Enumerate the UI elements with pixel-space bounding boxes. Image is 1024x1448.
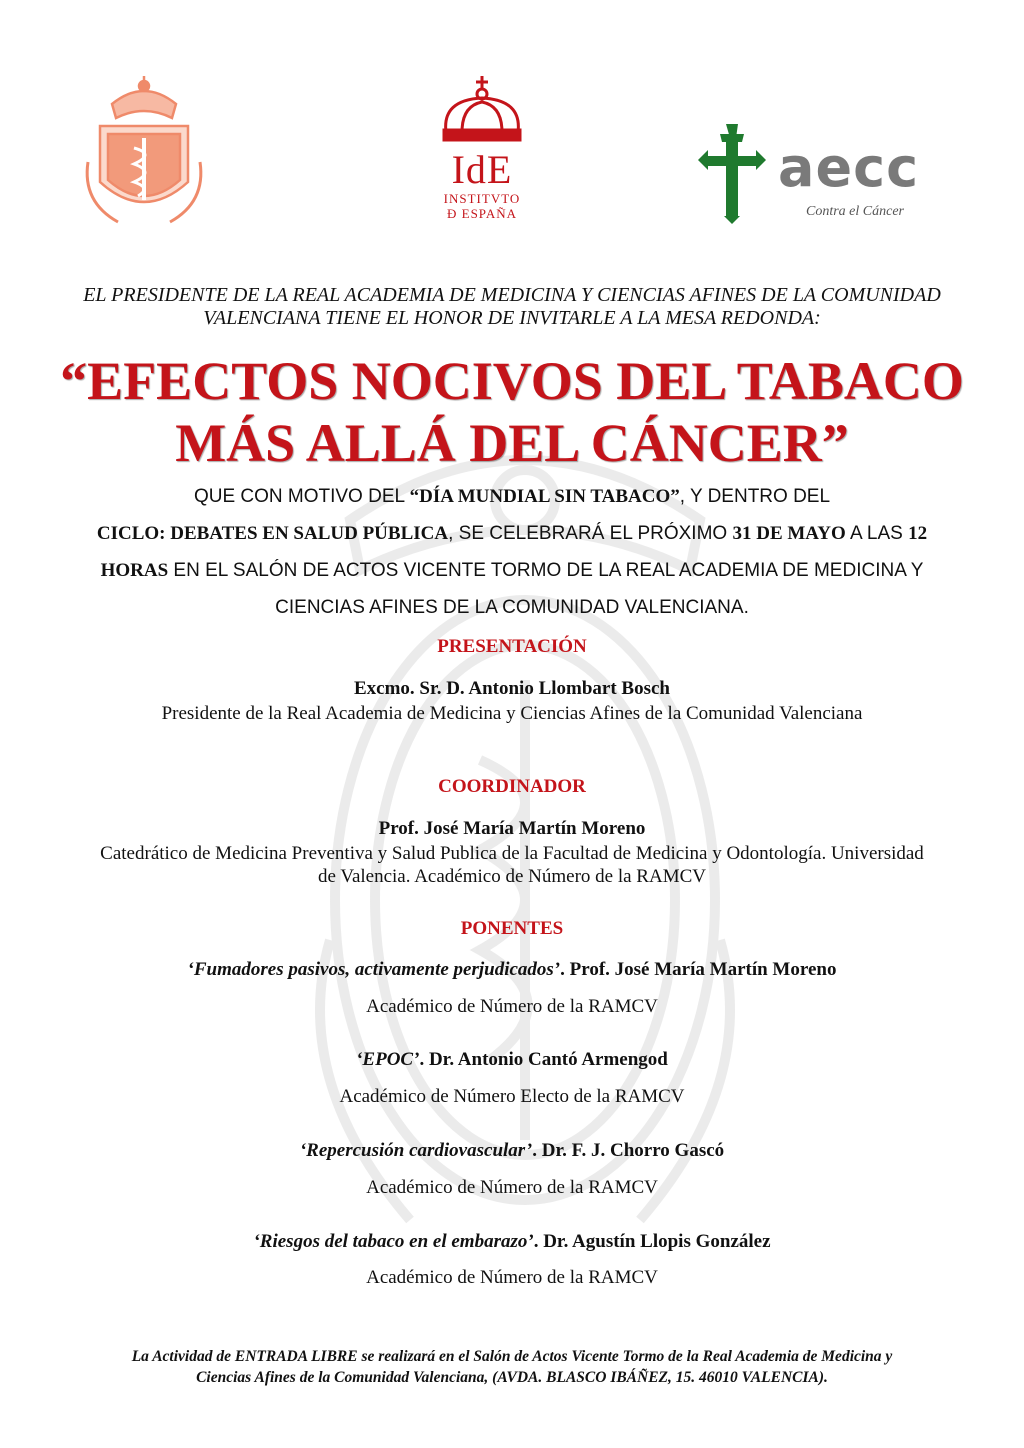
ponente-role-1: Académico de Número de la RAMCV	[366, 996, 658, 1017]
description-line-3	[50, 552, 974, 589]
event-title-line-1: “EFECTOS NOCIVOS DEL TABACO	[60, 351, 964, 411]
desc-bold: CICLO: DEBATES EN SALUD PÚBLICA	[96, 523, 449, 544]
intro-line-1: EL PRESIDENTE DE LA REAL ACADEMIA DE MEDICINA Y CIENCIAS AFINES DE LA COMUNIDAD	[83, 284, 941, 306]
talk-title: ‘EPOC’	[356, 1049, 420, 1070]
presentacion-heading: PRESENTACIÓN	[437, 636, 587, 657]
desc-text: , Y DENTRO DEL	[679, 486, 831, 507]
event-title	[40, 350, 984, 474]
ide-line1: INSTITVTO	[443, 191, 521, 206]
presentacion-name: Excmo. Sr. D. Antonio Llombart Bosch	[354, 678, 670, 699]
coordinador-name: Prof. José María Martín Moreno	[378, 818, 646, 839]
ide-line2: Ð ESPAÑA	[446, 206, 517, 221]
instituto-espana-logo	[432, 74, 532, 234]
intro-text	[50, 284, 974, 330]
speaker-name: . Dr. Antonio Cantó Armengod	[419, 1049, 668, 1070]
footer-note	[60, 1346, 964, 1388]
desc-bold: “DÍA MUNDIAL SIN TABACO”	[409, 486, 680, 507]
talk-title: ‘Fumadores pasivos, activamente perjudicados’	[187, 959, 561, 980]
desc-text: , SE CELEBRARÁ EL PRÓXIMO	[448, 523, 733, 544]
intro-line-2: VALENCIANA TIENE EL HONOR DE INVITARLE A LA MESA REDONDA:	[203, 307, 821, 329]
talk-title: ‘Repercusión cardiovascular’	[299, 1140, 533, 1161]
footer-line-1: La Actividad de ENTRADA LIBRE se realizará en el Salón de Actos Vicente Tormo de la Real Academia de Medicina y	[131, 1348, 893, 1365]
aecc-tagline: Contra el Cáncer	[806, 204, 904, 219]
desc-bold: HORAS	[100, 560, 169, 581]
ponente-role-3: Académico de Número de la RAMCV	[366, 1177, 658, 1198]
ide-monogram: IdE	[451, 147, 513, 192]
ponente-role-2: Académico de Número Electo de la RAMCV	[339, 1086, 685, 1107]
coordinador-role-line-2: de Valencia. Académico de Número de la RAMCV	[318, 866, 706, 887]
ponente-talk-3	[0, 1140, 1024, 1162]
footer-line-2: Ciencias Afines de la Comunidad Valenciana, (AVDA. BLASCO IBÁÑEZ, 15. 46010 VALENCIA).	[196, 1369, 828, 1386]
coordinador-role	[40, 842, 984, 888]
description-line-1	[50, 478, 974, 515]
desc-text: EN EL SALÓN DE ACTOS VICENTE TORMO DE LA REAL ACADEMIA DE MEDICINA Y	[168, 560, 924, 581]
academia-medicina-logo	[78, 72, 210, 230]
presentacion-role: Presidente de la Real Academia de Medicina y Ciencias Afines de la Comunidad Valenciana	[161, 703, 863, 724]
description-line-2	[50, 515, 974, 552]
coordinador-heading: COORDINADOR	[438, 776, 586, 797]
ponentes-heading: PONENTES	[460, 918, 564, 939]
desc-text: A LAS	[845, 523, 909, 544]
crown-icon	[432, 74, 532, 144]
speaker-name: . Dr. F. J. Chorro Gascó	[532, 1140, 725, 1161]
ponente-talk-4	[0, 1231, 1024, 1253]
event-title-line-2: MÁS ALLÁ DEL CÁNCER”	[175, 413, 849, 473]
cross-icon	[696, 120, 768, 224]
description-line-4: CIENCIAS AFINES DE LA COMUNIDAD VALENCIANA.	[275, 597, 749, 618]
desc-bold: 12	[908, 523, 928, 544]
ponente-talk-2	[0, 1049, 1024, 1071]
speaker-name: . Dr. Agustín Llopis González	[533, 1231, 771, 1252]
ponente-talk-1	[0, 959, 1024, 981]
aecc-wordmark: aecc	[778, 136, 920, 199]
talk-title: ‘Riesgos del tabaco en el embarazo’	[253, 1231, 534, 1252]
event-description	[50, 478, 974, 626]
desc-bold: 31 DE MAYO	[732, 523, 846, 544]
coordinador-role-line-1: Catedrático de Medicina Preventiva y Salud Publica de la Facultad de Medicina y Odontología. Universidad	[100, 843, 924, 864]
logo-row	[0, 0, 1024, 240]
ponente-role-4: Académico de Número de la RAMCV	[366, 1267, 658, 1288]
desc-text: QUE CON MOTIVO DEL	[193, 486, 410, 507]
speaker-name: . Prof. José María Martín Moreno	[560, 959, 837, 980]
aecc-logo	[696, 120, 956, 230]
